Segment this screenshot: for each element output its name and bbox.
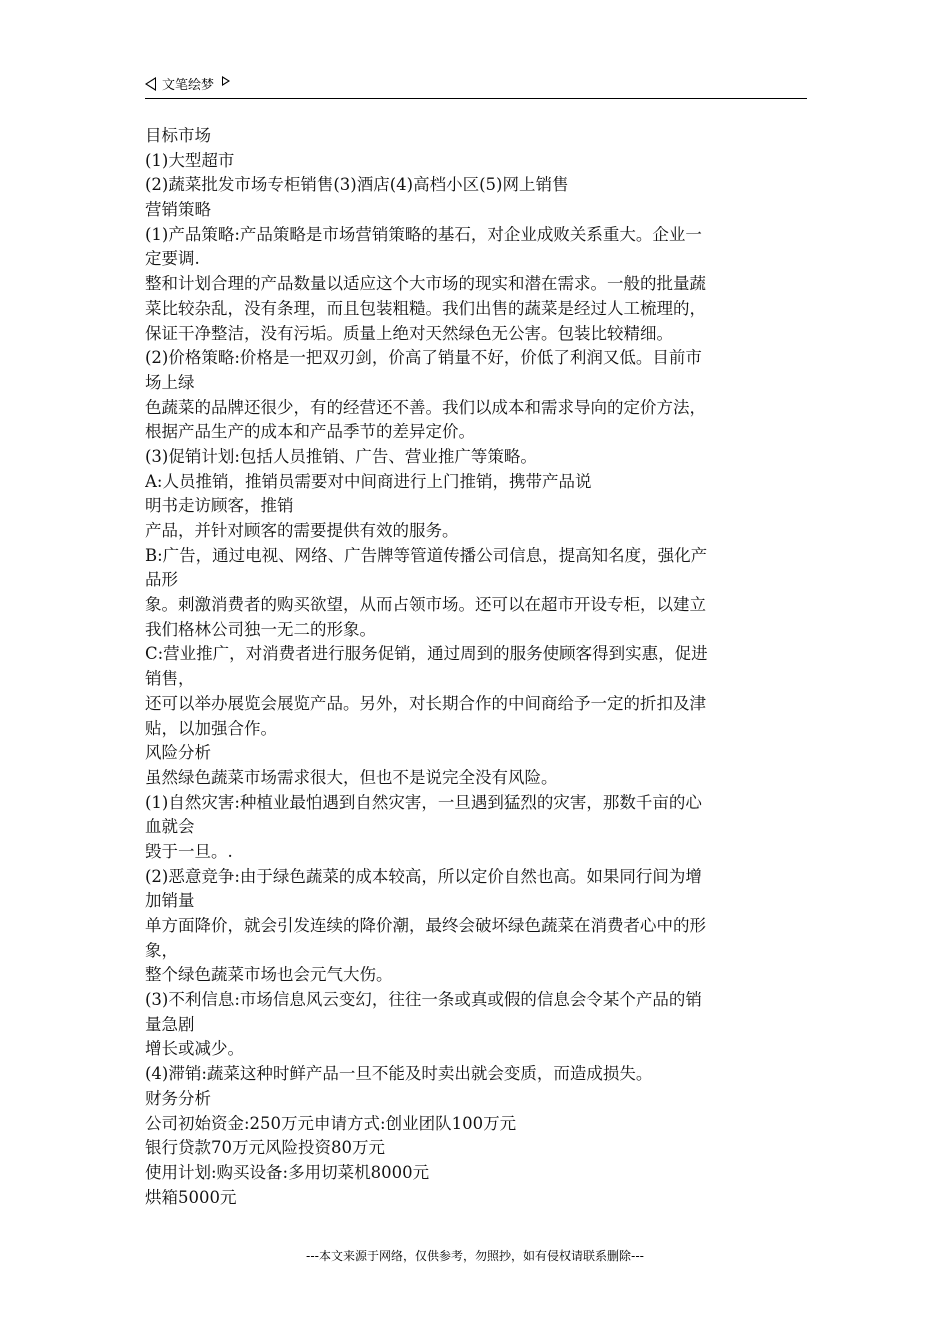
text-line: C:营业推广，对消费者进行服务促销，通过周到的服务使顾客得到实惠，促进 [145, 644, 708, 664]
brand-name: 文笔绘梦 [162, 78, 215, 93]
text-line: 场上绿 [145, 372, 195, 392]
text-line: B:广告，通过电视、网络、广告牌等管道传播公司信息，提高知名度，强化产 [145, 545, 708, 565]
text-line: (1)大型超市 [145, 150, 235, 170]
text-line: (3)不利信息:市场信息风云变幻，往往一条或真或假的信息会令某个产品的销 [145, 990, 702, 1010]
text-line: 还可以举办展览会展览产品。另外，对长期合作的中间商给予一定的折扣及津 [145, 693, 706, 713]
text-line: 银行贷款70万元风险投资80万元 [145, 1138, 385, 1158]
left-triangle-icon [145, 77, 156, 91]
document-body [145, 124, 805, 1210]
text-line: 贴，以加强合作。 [145, 718, 277, 738]
text-line: 量急剧 [145, 1014, 195, 1034]
text-line: 整和计划合理的产品数量以适应这个大市场的现实和潜在需求。一般的批量蔬 [145, 274, 706, 294]
text-line: (2)价格策略:价格是一把双刃剑，价高了销量不好，价低了利润又低。目前市 [145, 348, 702, 368]
text-line: 象。刺激消费者的购买欲望，从而占领市场。还可以在超市开设专柜，以建立 [145, 595, 706, 615]
text-line: (1)自然灾害:种植业最怕遇到自然灾害，一旦遇到猛烈的灾害，那数千亩的心 [145, 792, 702, 812]
text-line: 品形 [145, 570, 178, 590]
section-heading-risk-analysis: 风险分析 [145, 743, 211, 763]
text-line: 销售， [145, 669, 195, 689]
text-line: 明书走访顾客，推销 [145, 496, 294, 516]
text-line: 菜比较杂乱，没有条理，而且包装粗糙。我们出售的蔬菜是经过人工梳理的， [145, 298, 706, 318]
text-line: A:人员推销，推销员需要对中间商进行上门推销，携带产品说 [145, 471, 592, 491]
text-line: 增长或减少。 [145, 1039, 244, 1059]
text-line: 整个绿色蔬菜市场也会元气大伤。 [145, 965, 393, 985]
section-heading-financial-analysis: 财务分析 [145, 1088, 211, 1108]
text-line: 象， [145, 940, 178, 960]
page-header [145, 72, 807, 99]
footer-disclaimer: ---本文来源于网络，仅供参考，勿照抄，如有侵权请联系删除--- [306, 1249, 644, 1263]
text-line: 单方面降价，就会引发连续的降价潮，最终会破坏绿色蔬菜在消费者心中的形 [145, 916, 706, 935]
text-line: 毁于一旦。. [145, 841, 233, 861]
text-line: 色蔬菜的品牌还很少，有的经营还不善。我们以成本和需求导向的定价方法， [145, 397, 706, 417]
text-line: (2)恶意竞争:由于绿色蔬菜的成本较高，所以定价自然也高。如果同行间为增 [145, 866, 702, 886]
section-heading-marketing-strategy: 营销策略 [145, 200, 211, 220]
text-line: 烘箱5000元 [145, 1187, 237, 1207]
section-heading-target-market: 目标市场 [145, 126, 211, 145]
text-line: (2)蔬菜批发市场专柜销售(3)酒店(4)高档小区(5)网上销售 [145, 175, 569, 195]
brand-logo [145, 74, 230, 93]
text-line: 我们格林公司独一无二的形象。 [145, 619, 376, 639]
text-line: 使用计划:购买设备:多用切菜机8000元 [145, 1162, 430, 1182]
text-line: 产品，并针对顾客的需要提供有效的服务。 [145, 521, 459, 540]
text-line: 保证干净整洁，没有污垢。质量上绝对天然绿色无公害。包装比较精细。 [145, 323, 673, 343]
right-triangle-icon [222, 76, 230, 86]
text-line: 血就会 [145, 817, 195, 837]
text-line: 虽然绿色蔬菜市场需求很大，但也不是说完全没有风险。 [145, 767, 558, 787]
text-line: (4)滞销:蔬菜这种时鲜产品一旦不能及时卖出就会变质，而造成损失。 [145, 1064, 653, 1084]
text-line: (3)促销计划:包括人员推销、广告、营业推广等策略。 [145, 446, 537, 466]
text-line: 定要调. [145, 249, 200, 269]
text-line: 加销量 [145, 891, 195, 911]
text-line: 根据产品生产的成本和产品季节的差异定价。 [145, 422, 475, 442]
text-line: (1)产品策略:产品策略是市场营销策略的基石，对企业成败关系重大。企业一 [145, 224, 702, 244]
text-line: 公司初始资金:250万元申请方式:创业团队100万元 [145, 1113, 517, 1133]
